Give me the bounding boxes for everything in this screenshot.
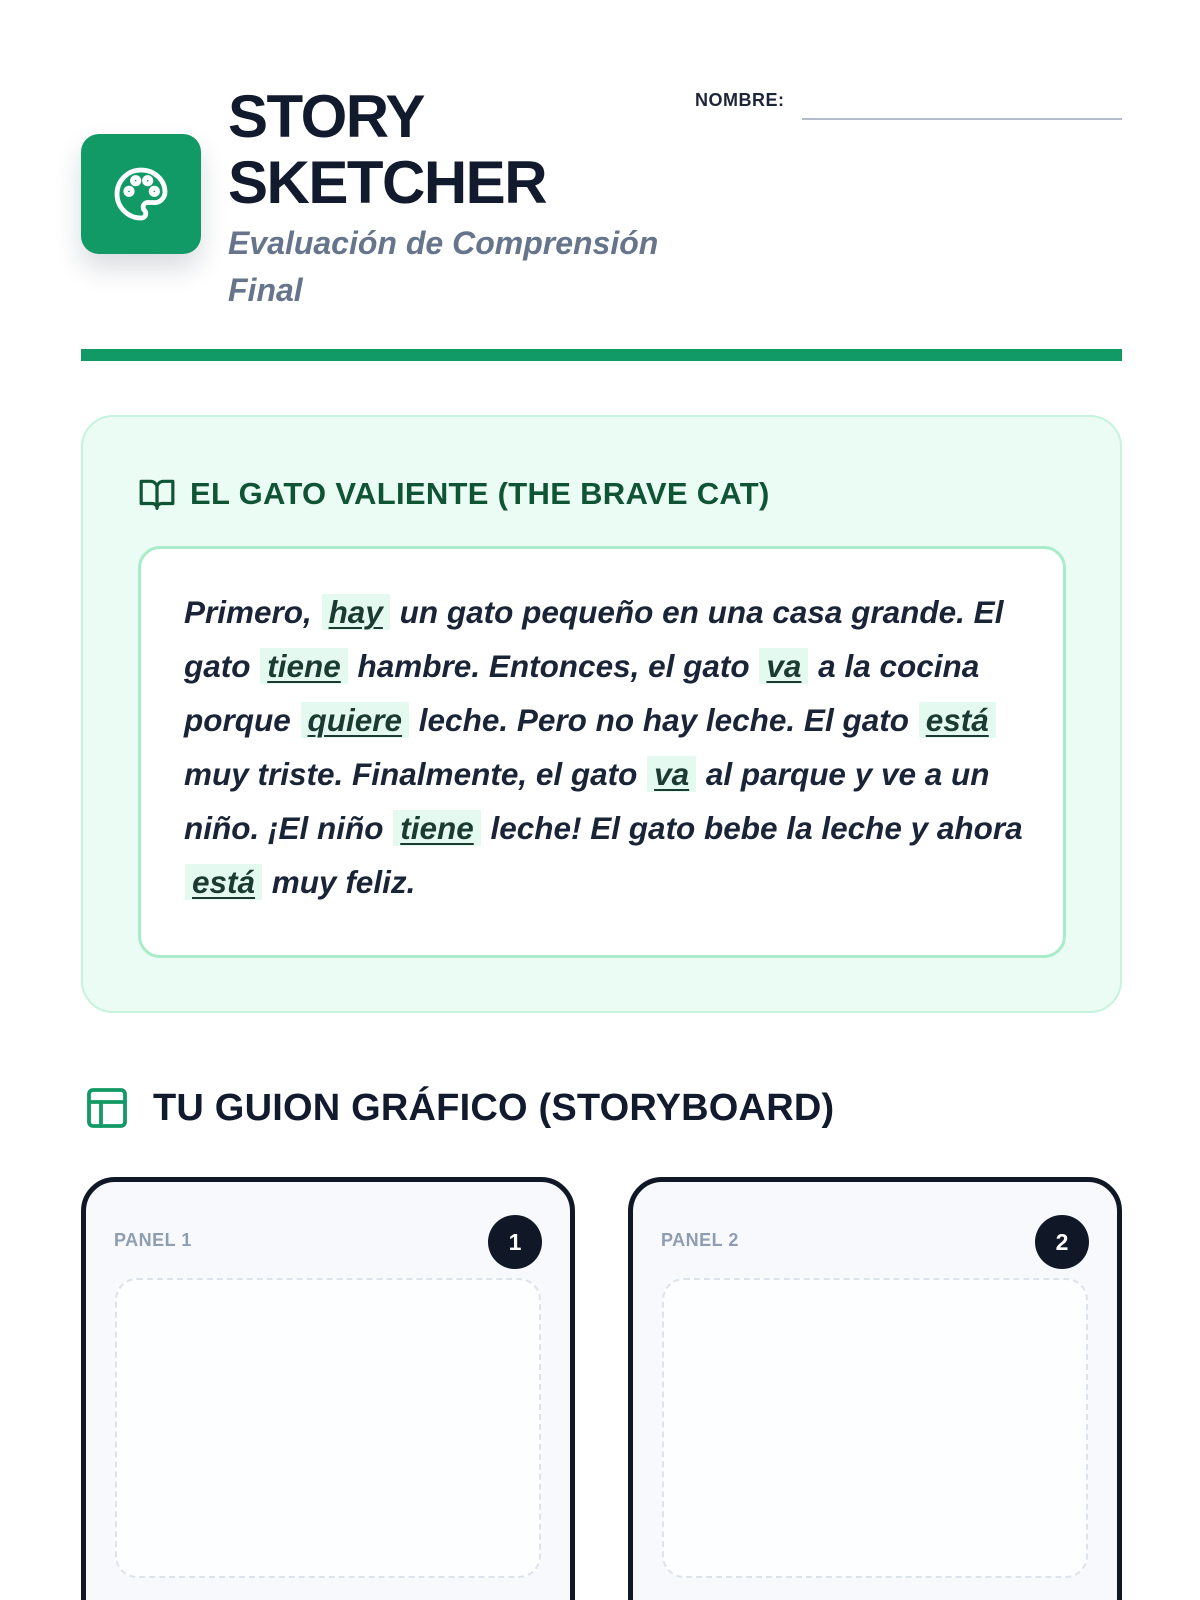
book-open-icon <box>138 475 176 513</box>
storyboard-title: TU GUION GRÁFICO (STORYBOARD) <box>153 1086 835 1129</box>
title-block <box>228 84 688 314</box>
story-title: EL GATO VALIENTE (THE BRAVE CAT) <box>190 476 770 511</box>
highlighted-verb: está <box>919 702 996 738</box>
story-text-segment: al parque y ve a un niño. ¡El niño <box>184 756 990 846</box>
name-field[interactable] <box>802 118 1122 120</box>
app-title <box>228 84 688 216</box>
panel-number-badge: 1 <box>488 1215 542 1269</box>
story-text-segment: leche. Pero no hay leche. El gato <box>410 702 918 738</box>
story-text-segment: a la cocina porque <box>184 648 980 738</box>
app-subtitle: Evaluación de Comprensión Final <box>228 225 659 308</box>
story-text-segment: Primero, <box>184 594 321 630</box>
highlighted-verb: hay <box>322 594 390 630</box>
panel-drawing-area[interactable] <box>115 1278 541 1578</box>
panel-number-badge: 2 <box>1035 1215 1089 1269</box>
app-title-line-1: STORY <box>228 83 424 150</box>
name-label: NOMBRE: <box>695 90 785 110</box>
storyboard-panel-2 <box>628 1177 1122 1600</box>
layout-icon <box>83 1084 131 1132</box>
story-text-segment: leche! El gato bebe la leche y ahora <box>481 810 1023 846</box>
highlighted-verb: tiene <box>393 810 481 846</box>
panel-label: PANEL 2 <box>661 1230 739 1250</box>
highlighted-verb: tiene <box>260 648 348 684</box>
logo <box>81 134 201 254</box>
story-text-box <box>138 546 1066 958</box>
highlighted-verb: está <box>185 864 262 900</box>
story-text-segment: muy triste. Finalmente, el gato <box>184 756 647 792</box>
highlighted-verb: va <box>759 648 808 684</box>
story-text <box>184 585 1023 909</box>
panel-drawing-area[interactable] <box>662 1278 1088 1578</box>
panel-label: PANEL 1 <box>114 1230 192 1250</box>
header-divider <box>81 349 1122 361</box>
story-text-segment: hambre. Entonces, el gato <box>348 648 759 684</box>
story-text-segment: un gato pequeño en una casa grande. El gato <box>184 594 1004 684</box>
storyboard-panel-1 <box>81 1177 575 1600</box>
app-title-line-2: SKETCHER <box>228 149 547 216</box>
highlighted-verb: va <box>647 756 696 792</box>
story-text-segment: muy feliz. <box>263 864 416 900</box>
palette-icon <box>109 162 173 226</box>
story-heading <box>138 474 770 514</box>
storyboard-heading <box>83 1083 834 1133</box>
highlighted-verb: quiere <box>301 702 410 738</box>
